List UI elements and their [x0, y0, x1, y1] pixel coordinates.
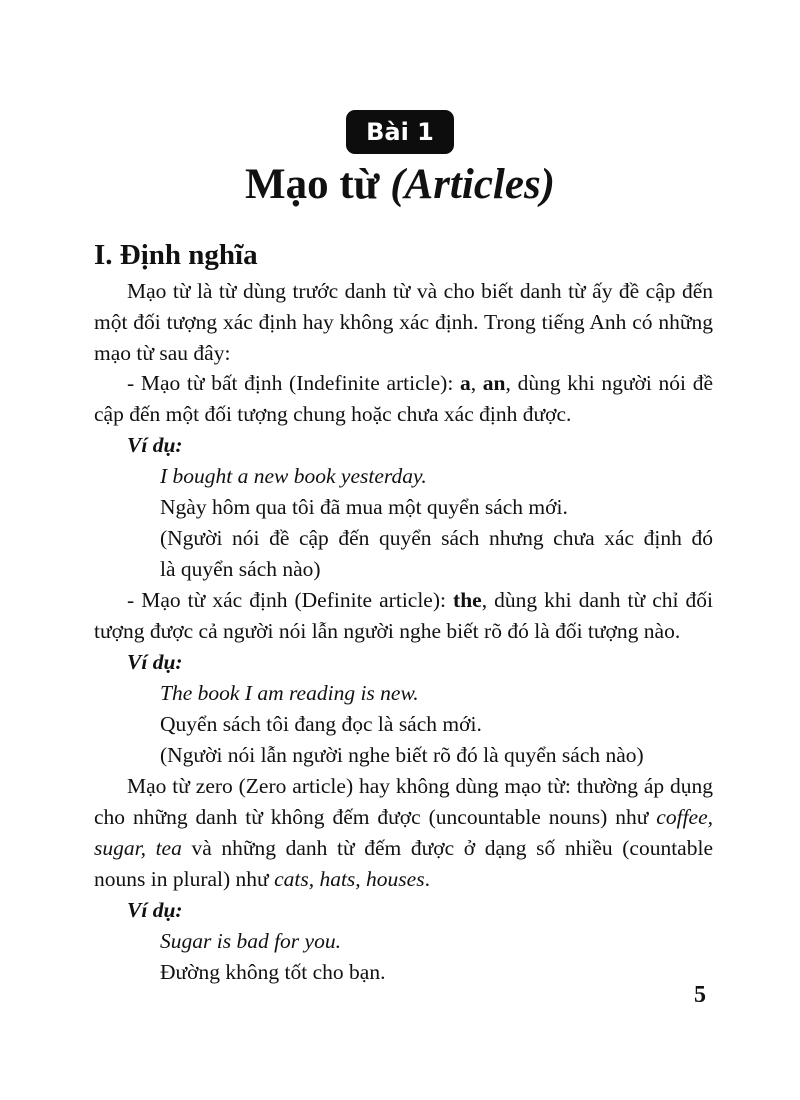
page-number: 5 [694, 982, 706, 1008]
example-label-1: Ví dụ: [127, 433, 183, 457]
comma: , [470, 371, 483, 395]
example-2-english: The book I am reading is new. [160, 681, 419, 705]
intro-line-2: một đối tượng xác định hay không xác định. Trong tiếng Anh có những [94, 310, 713, 334]
definite-article-intro: - Mạo từ xác định (Definite article): [127, 588, 454, 612]
example-label-3: Ví dụ: [127, 898, 183, 922]
indefinite-article-desc: , dùng khi người nói đề [505, 371, 713, 395]
lesson-badge: Bài 1 [346, 110, 454, 154]
example-1-vietnamese: Ngày hôm qua tôi đã mua một quyển sách mới. [160, 495, 568, 519]
zero-article-text: và những danh từ đếm được ở dạng số nhiều (countable [181, 836, 713, 860]
example-noun-coffee: coffee, [656, 805, 713, 829]
article-the: the [453, 588, 482, 612]
example-label-2: Ví dụ: [127, 650, 183, 674]
example-3-vietnamese: Đường không tốt cho bạn. [160, 960, 386, 984]
zero-article-line-4 [94, 864, 430, 894]
zero-article-line-1: Mạo từ zero (Zero article) hay không dùng mạo từ: thường áp dụng [127, 774, 713, 798]
title-vietnamese: Mạo từ [244, 161, 391, 208]
page-title [0, 150, 800, 220]
period: . [424, 867, 430, 891]
intro-line-3: mạo từ sau đây: [94, 341, 231, 365]
zero-article-text: cho những danh từ không đếm được (uncountable nouns) như [94, 805, 657, 829]
title-english: (Articles) [390, 161, 556, 208]
intro-line-1: Mạo từ là từ dùng trước danh từ và cho biết danh từ ấy đề cập đến [127, 279, 713, 303]
definite-article-desc: , dùng khi danh từ chỉ đối [481, 588, 713, 612]
zero-article-text: nouns in plural) như [94, 867, 275, 891]
example-3-english: Sugar is bad for you. [160, 929, 341, 953]
definite-article-line-1 [127, 585, 713, 615]
indefinite-article-intro: - Mạo từ bất định (Indefinite article): [127, 371, 460, 395]
example-1-english: I bought a new book yesterday. [160, 464, 427, 488]
article-a: a [459, 371, 471, 395]
indefinite-article-line-2: cập đến một đối tượng chung hoặc chưa xác định được. [94, 402, 572, 426]
definite-article-line-2: tượng được cả người nói lẫn người nghe biết rõ đó là đối tượng nào. [94, 619, 681, 643]
section-heading: I. Định nghĩa [94, 239, 258, 271]
example-2-vietnamese: Quyển sách tôi đang đọc là sách mới. [160, 712, 482, 736]
example-1-note-line-2: là quyển sách nào) [160, 557, 321, 581]
example-plural-nouns: cats, hats, houses [274, 867, 425, 891]
example-1-note-line-1: (Người nói đề cập đến quyển sách nhưng chưa xác định đó [160, 526, 713, 550]
example-2-note: (Người nói lẫn người nghe biết rõ đó là quyển sách nào) [160, 743, 644, 767]
zero-article-line-2 [94, 802, 713, 832]
zero-article-line-3 [94, 833, 713, 863]
article-an: an [482, 371, 506, 395]
indefinite-article-line-1 [127, 368, 713, 398]
example-nouns-sugar-tea: sugar, tea [94, 836, 182, 860]
